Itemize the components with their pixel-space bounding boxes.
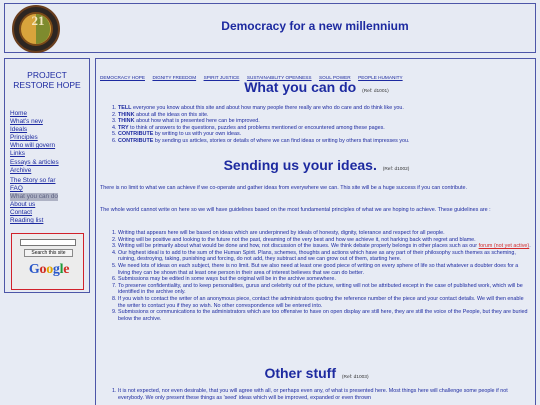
- site-header: [4, 3, 536, 53]
- nav-faq[interactable]: FAQ: [10, 185, 23, 193]
- list-item-text: everyone you know about this site and about how many people there really are who do care and do think like you.: [131, 105, 404, 111]
- section-title-what-you-can-do: [96, 79, 536, 95]
- list-item-text: about how what is presented here can be improved.: [134, 118, 260, 125]
- nav-essays-articles[interactable]: Essays & articles: [10, 158, 59, 166]
- list-item: [118, 250, 532, 263]
- list-item-lead: THINK: [118, 111, 135, 118]
- section-ref: (Ref: d1003): [341, 375, 369, 380]
- topic-link-soul-power[interactable]: SOUL POWER: [319, 75, 351, 80]
- google-logo-letter: o: [46, 262, 53, 277]
- topic-link-people-humanity[interactable]: PEOPLE HUMANITY: [358, 75, 403, 80]
- list-item-text: by writing to us with your own ideas.: [153, 131, 242, 138]
- list-item-text: Writing will be positive and looking to the future not the past, dreaming of the very best and how we achieve it, not harking back with regret and blame.: [118, 236, 476, 243]
- sidebar: [4, 58, 90, 293]
- guidelines-intro: The whole world cannot write on here so we will have guidelines based on the most fundamental principles of what we are hoping to achieve. These guidelines are :: [100, 207, 491, 213]
- sending-ideas-intro: There is no limit to what we can achieve if we co-operate and gather ideas from everywhere we can. This site will be a huge success if you can contribute.: [100, 185, 467, 191]
- list-item-text: If you wish to contact the writer of an anonymous piece, contact the administrators quoting the reference number of the piece and your contact details. We will then enable the writer to contact you if they so wish. No other correspondence will be entered into.: [118, 295, 524, 309]
- list-item-text: We need lots of ideas on each subject, there is no limit. But we also need at least one good piece of writing on every sphere of life so that whatever a doubter does for a living they can be shown that at least one person in their area of interest believes that we can do better.: [118, 262, 519, 276]
- nav-story-so-far[interactable]: The Story so far: [10, 177, 56, 184]
- nav-who-will-govern[interactable]: Who will govern: [10, 142, 56, 150]
- site-logo[interactable]: [12, 5, 60, 53]
- nav-links[interactable]: Links: [10, 150, 25, 158]
- list-item-text: Writing will be primarily about what would be done and how, not discussion of the issues. We think debate properly belongs in other places such as our: [118, 243, 479, 250]
- list-item-lead: TRY: [118, 124, 129, 131]
- list-item-text: by sending us articles, stories or details of where we can find ideas or writing by others that impresses you.: [153, 137, 410, 144]
- project-title: [5, 70, 89, 90]
- nav-ideals[interactable]: Ideals: [10, 126, 28, 134]
- list-item-text: about all the ideas on this site.: [134, 111, 209, 118]
- list-item: [118, 118, 532, 125]
- section-ref: (Ref: d1002): [382, 167, 410, 172]
- section-title-text: What you can do: [244, 79, 357, 95]
- search-button[interactable]: Search this site: [24, 249, 73, 257]
- google-logo-letter: e: [63, 262, 70, 277]
- list-item-text: Our highest ideal is to add to the sum of the Human Spirit. Plans, schemes, thoughts and actions which have as any part of their philosophy such themes as scheming, ruining, destroying, taking, punishing and forcing, do not add, they subtract and we can grow out of them, starting here.: [118, 249, 516, 263]
- section-title-sending-ideas: [96, 157, 536, 173]
- list-item: [118, 283, 532, 296]
- list-item: [118, 309, 532, 322]
- list-item-lead: TELL: [118, 105, 132, 111]
- project-title-line2: RESTORE HOPE: [13, 80, 81, 90]
- section-ref: (Ref: d1001): [362, 89, 389, 94]
- list-item: [118, 105, 532, 112]
- list-item-text: Submissions or communications to the administrators which are too offensive to have on open display are still here, they are still the voice of the People, but they are buried below the archive.: [118, 309, 528, 322]
- secondary-nav: [10, 177, 58, 226]
- list-item: [118, 138, 532, 145]
- site-search: [11, 233, 84, 290]
- main-content: [95, 58, 536, 405]
- nav-principles[interactable]: Principles: [10, 134, 38, 142]
- nav-what-you-can-do-current: What you can do: [10, 193, 58, 201]
- google-logo-letter: G: [28, 262, 40, 277]
- nav-home[interactable]: Home: [10, 110, 28, 117]
- google-logo[interactable]: [19, 262, 79, 278]
- google-logo-letter: g: [52, 262, 60, 277]
- topic-link-dignity-freedom[interactable]: DIGNITY FREEDOM: [152, 75, 197, 80]
- primary-nav: [10, 110, 59, 175]
- forum-link[interactable]: forum (not yet active): [478, 243, 530, 250]
- search-input[interactable]: [20, 239, 76, 246]
- section-title-other-stuff: [96, 365, 536, 381]
- nav-reading-list[interactable]: Reading list: [10, 217, 44, 225]
- nav-archive[interactable]: Archive: [10, 166, 32, 174]
- list-item: [118, 276, 532, 283]
- section-title-text: Sending us your ideas.: [223, 157, 377, 173]
- forum-link-suffix: .: [529, 243, 531, 250]
- nav-contact[interactable]: Contact: [10, 209, 33, 217]
- nav-whats-new[interactable]: What's new: [10, 118, 43, 126]
- list-item-text: to think of answers to the questions, puzzles and problems mentioned or encountered among these pages.: [128, 124, 385, 131]
- list-item: [118, 230, 532, 237]
- list-item: [118, 131, 532, 138]
- topic-link-sustainability-openness[interactable]: SUSTAINABILITY OPENNESS: [246, 75, 312, 80]
- list-item: [118, 263, 532, 276]
- list-item: [118, 237, 532, 244]
- list-item: [118, 125, 532, 132]
- list-item-lead: CONTRIBUTE: [118, 137, 154, 144]
- list-item-text: Submissions may be edited in some ways but the original will be in the archive somewhere.: [118, 276, 336, 283]
- list-item-lead: THINK: [118, 118, 135, 125]
- list-item: [118, 296, 532, 309]
- what-you-can-do-list: [118, 105, 532, 145]
- logo-glyph: 21: [31, 13, 45, 28]
- section-title-text: Other stuff: [264, 365, 336, 381]
- nav-about-us[interactable]: About us: [10, 201, 36, 209]
- list-item: [118, 112, 532, 119]
- list-item: [118, 243, 532, 250]
- google-logo-letter: l: [59, 262, 64, 277]
- list-item: 1. It is not expected, nor even desirable, that you will agree with all, or perhaps even any, of what is presented here. Most things here will challenge some people if not everybody. We only present these things as 'seed' ideas which will be improved, expanded or even thrown: [118, 388, 532, 401]
- site-title: Democracy for a new millennium: [221, 19, 409, 33]
- list-item-lead: CONTRIBUTE: [118, 131, 154, 138]
- project-title-line1: PROJECT: [27, 70, 67, 80]
- topic-link-democracy-hope[interactable]: DEMOCRACY HOPE: [100, 75, 145, 80]
- other-stuff-list: [118, 388, 532, 401]
- list-item-text: Writing that appears here will be based on ideas which are underpinned by ideals of honesty, dignity, tolerance and respect for all people.: [118, 230, 445, 236]
- guidelines-list: [118, 230, 532, 322]
- topic-link-spirit-justice[interactable]: SPIRIT JUSTICE: [203, 75, 240, 80]
- google-logo-letter: o: [39, 262, 47, 277]
- list-item-text: To preserve confidentiality, and to keep personalities, gurus and celebrity out of the picture, writing will not be attributed except in the case of published work, which will be identified in the archive only.: [118, 282, 523, 296]
